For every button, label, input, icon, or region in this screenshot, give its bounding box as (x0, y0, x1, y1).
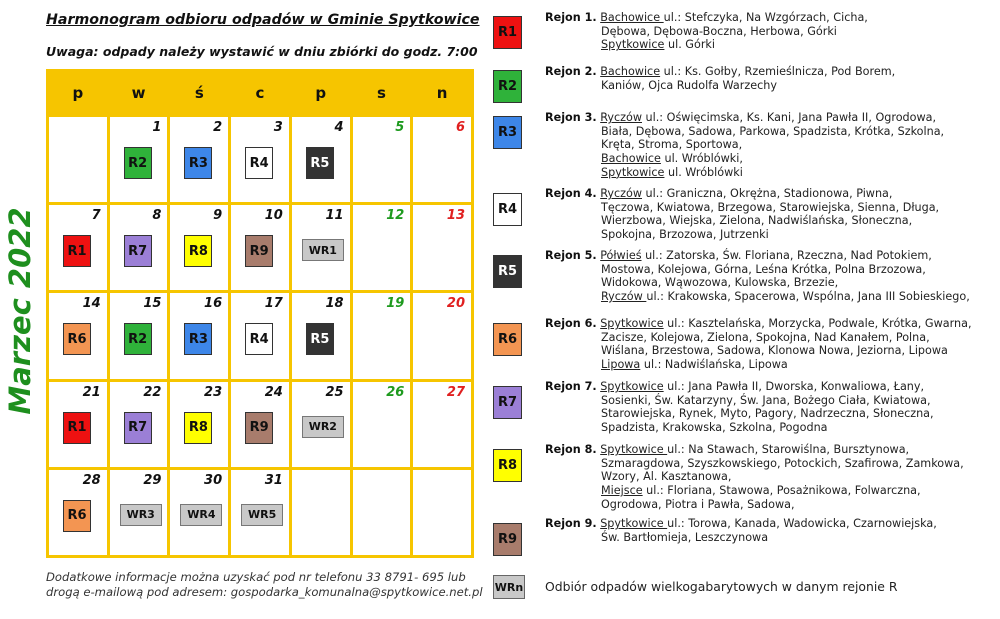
region-badge: R7 (124, 235, 152, 267)
legend-line (545, 138, 944, 152)
street-list: Mostowa, Kolejowa, Górna, Leśna Krótka, Polna Brzozowa, (601, 262, 926, 276)
street-list: ul. Górki (664, 38, 716, 52)
weekday-header: p (292, 72, 350, 114)
calendar-day-cell (353, 293, 411, 378)
legend-region-badge: R2 (493, 70, 522, 103)
calendar-grid (46, 69, 474, 558)
legend-line (545, 125, 944, 139)
legend-line (545, 498, 964, 512)
day-number: 10 (264, 208, 283, 224)
locality-name: Miejsce (601, 484, 643, 498)
legend-line (545, 11, 868, 25)
day-number: 24 (264, 384, 283, 400)
legend-region-label: Rejon 8. (545, 443, 597, 456)
day-number: 2 (213, 120, 223, 135)
locality-name: Ryczów (600, 111, 642, 124)
day-number: 1 (152, 120, 162, 135)
pickup-note: Uwaga: odpady należy wystawić w dniu zbiórki do godz. 7:00 (46, 44, 478, 59)
region-badge: R4 (245, 147, 273, 179)
region-badge: R9 (245, 412, 273, 444)
street-list: ul. Wróblówki, (660, 152, 743, 166)
legend-region-badge: R8 (493, 449, 522, 482)
locality-name: Spytkowice (600, 380, 664, 393)
legend-line (545, 201, 939, 215)
legend-line (545, 152, 944, 166)
street-list: ul.: Jana Pawła II, Dworska, Konwaliowa, Łany, (663, 380, 925, 393)
bulky-waste-badge: WR1 (302, 239, 344, 261)
street-list: Kaniów, Ojca Rudolfa Warzechy (601, 78, 777, 92)
calendar-day-cell (170, 382, 228, 467)
calendar-day-cell (110, 382, 168, 467)
page-title: Harmonogram odbioru odpadów w Gminie Spytkowice (46, 12, 480, 28)
calendar-day-cell (413, 117, 471, 202)
locality-name: Bachowice (600, 11, 664, 24)
day-number: 29 (143, 472, 162, 488)
legend-region-text (545, 443, 964, 512)
locality-name: Spytkowice (600, 443, 668, 456)
day-number: 4 (334, 120, 344, 135)
day-number: 14 (82, 296, 101, 312)
street-list: Wzory, Al. Kasztanowa, (601, 470, 732, 484)
region-badge: R3 (184, 147, 212, 179)
calendar-day-cell (231, 293, 289, 378)
region-badge: R1 (63, 235, 91, 267)
region-badge: R8 (184, 412, 212, 444)
day-number: 16 (204, 296, 223, 312)
wrn-legend-badge: WRn (493, 575, 525, 599)
locality-name: Ryczów (600, 187, 642, 200)
legend-line (545, 290, 970, 304)
legend-region-badge: R5 (493, 255, 522, 288)
street-list: Ogrodowa, Piotra i Pawła, Sadowa, (601, 497, 795, 511)
bulky-waste-badge: WR2 (302, 416, 344, 438)
legend-region-text (545, 11, 868, 52)
region-badge: R1 (63, 412, 91, 444)
contact-info (46, 570, 483, 599)
legend-region-text (545, 317, 972, 372)
legend-line (545, 517, 937, 531)
street-list: Zacisze, Kolejowa, Zielona, Spokojna, Nad Kanałem, Polna, (601, 330, 930, 344)
street-list: ul. Wróblówki (664, 165, 743, 179)
day-number: 28 (82, 472, 101, 488)
legend-line (545, 276, 970, 290)
calendar-day-cell (170, 205, 228, 290)
contact-line-1: Dodatkowe informacje można uzyskać pod nr telefonu 33 8791- 695 lub (46, 570, 466, 584)
calendar-day-cell (292, 470, 350, 555)
legend-region-text (545, 111, 944, 180)
street-list: Kręta, Stroma, Sportowa, (601, 138, 743, 152)
locality-name: Lipowa (601, 358, 641, 372)
street-list: Sosienki, Św. Katarzyny, Św. Jana, Bożego Ciała, Kwiatowa, (601, 393, 931, 407)
calendar-day-cell (170, 293, 228, 378)
day-number: 6 (455, 120, 465, 135)
day-number: 12 (386, 208, 405, 224)
legend-line (545, 317, 972, 331)
bulky-waste-badge: WR3 (120, 504, 162, 526)
day-number: 22 (143, 384, 162, 400)
weekday-header: n (413, 72, 471, 114)
legend-region-label: Rejon 9. (545, 517, 597, 530)
legend-region-text (545, 380, 934, 435)
calendar-day-cell (49, 470, 107, 555)
weekday-header: ś (170, 72, 228, 114)
locality-name: Spytkowice (601, 165, 665, 179)
street-list: ul.: Nadwiślańska, Lipowa (640, 358, 788, 372)
bulky-waste-badge: WR5 (241, 504, 283, 526)
calendar-day-cell (353, 117, 411, 202)
day-number: 15 (143, 296, 162, 312)
locality-name: Bachowice (601, 152, 661, 166)
region-badge: R7 (124, 412, 152, 444)
legend-line (545, 214, 939, 228)
legend-region-label: Rejon 3. (545, 111, 597, 124)
street-list: Dębowa, Dębowa-Boczna, Herbowa, Górki (601, 24, 837, 38)
calendar-day-cell (231, 470, 289, 555)
legend-line (545, 531, 937, 545)
calendar-day-cell (292, 117, 350, 202)
legend-region-badge: R9 (493, 523, 522, 556)
street-list: Spadzista, Krakowska, Szkolna, Pogodna (601, 421, 828, 435)
calendar-day-cell (110, 470, 168, 555)
legend-region-label: Rejon 4. (545, 187, 597, 200)
day-number: 13 (446, 208, 465, 224)
calendar-day-cell (413, 470, 471, 555)
calendar-day-cell (231, 117, 289, 202)
calendar-day-cell (292, 382, 350, 467)
legend-line (545, 65, 895, 79)
locality-name: Półwieś (600, 249, 642, 262)
calendar-day-cell (49, 117, 107, 202)
day-number: 27 (446, 384, 465, 400)
weekday-header: s (353, 72, 411, 114)
legend-line (545, 331, 972, 345)
day-number: 26 (386, 384, 405, 400)
legend-region-label: Rejon 1. (545, 11, 597, 24)
street-list: Starowiejska, Rynek, Myto, Pagory, Nadrzeczna, Słoneczna, (601, 407, 934, 421)
street-list: Widokowa, Wąwozowa, Kulowska, Brzezie, (601, 276, 839, 290)
weekday-header: p (49, 72, 107, 114)
region-badge: R4 (245, 323, 273, 355)
region-badge: R9 (245, 235, 273, 267)
calendar-day-cell (413, 293, 471, 378)
legend-line (545, 484, 964, 498)
calendar-day-cell (231, 205, 289, 290)
street-list: ul.: Kasztelańska, Morzycka, Podwale, Krótka, Gwarna, (663, 317, 972, 330)
legend-line (545, 344, 972, 358)
street-list: ul.: Ks. Gołby, Rzemieślnicza, Pod Borem, (660, 65, 896, 78)
street-list: ul.: Floriana, Stawowa, Posażnikowa, Folwarczna, (642, 484, 921, 498)
legend-line (545, 25, 868, 39)
day-number: 7 (91, 208, 101, 224)
locality-name: Spytkowice (601, 38, 665, 52)
region-badge: R6 (63, 500, 91, 532)
day-number: 30 (204, 472, 223, 488)
calendar-day-cell (49, 293, 107, 378)
locality-name: Spytkowice (600, 317, 664, 330)
legend-region-badge: R1 (493, 16, 522, 49)
legend-region-label: Rejon 6. (545, 317, 597, 330)
calendar-day-cell (353, 382, 411, 467)
legend-line (545, 421, 934, 435)
calendar-day-cell (353, 205, 411, 290)
locality-name: Ryczów (601, 290, 647, 304)
calendar-day-cell (353, 470, 411, 555)
legend-region-text (545, 65, 895, 92)
day-number: 8 (152, 208, 162, 224)
legend-region-badge: R4 (493, 193, 522, 226)
region-badge: R5 (306, 147, 334, 179)
contact-line-2: drogą e-mailową pod adresem: gospodarka_komunalna@spytkowice.net.pl (46, 584, 483, 599)
calendar-day-cell (49, 382, 107, 467)
calendar-day-cell (110, 293, 168, 378)
locality-name: Bachowice (600, 65, 661, 78)
street-list: ul.: Na Stawach, Starowiślna, Bursztynowa, (667, 443, 910, 456)
legend-region-badge: R7 (493, 386, 522, 419)
wrn-legend-text: Odbiór odpadów wielkogabarytowych w danym rejonie R (545, 579, 898, 594)
region-badge: R2 (124, 147, 152, 179)
day-number: 25 (325, 384, 344, 400)
street-list: Biała, Dębowa, Sadowa, Parkowa, Spadzista, Krótka, Szkolna, (601, 124, 945, 138)
legend-region-text (545, 187, 939, 242)
street-list: Św. Bartłomieja, Leszczynowa (601, 530, 769, 544)
calendar-day-cell (49, 205, 107, 290)
region-badge: R3 (184, 323, 212, 355)
legend-region-text (545, 517, 937, 544)
street-list: ul.: Graniczna, Okrężna, Stadionowa, Piwna, (642, 187, 893, 200)
legend-line (545, 443, 964, 457)
street-list: ul.: Krakowska, Spacerowa, Wspólna, Jana III Sobieskiego, (646, 290, 970, 304)
weekday-header: w (110, 72, 168, 114)
weekday-header: c (231, 72, 289, 114)
legend-region-badge: R3 (493, 116, 522, 149)
calendar-day-cell (292, 293, 350, 378)
day-number: 19 (386, 296, 405, 312)
calendar-day-cell (413, 382, 471, 467)
legend-line (545, 187, 939, 201)
calendar-day-cell (170, 470, 228, 555)
legend-line (545, 380, 934, 394)
legend-region-badge: R6 (493, 323, 522, 356)
day-number: 23 (204, 384, 223, 400)
street-list: Wierzbowa, Wiejska, Zielona, Nadwiślańska, Słoneczna, (601, 214, 913, 228)
legend-region-label: Rejon 7. (545, 380, 597, 393)
legend-line (545, 249, 970, 263)
day-number: 11 (325, 208, 344, 224)
legend-line (545, 394, 934, 408)
calendar-day-cell (110, 205, 168, 290)
calendar-day-cell (231, 382, 289, 467)
month-label: Marzec 2022 (3, 207, 37, 415)
legend-line (545, 263, 970, 277)
day-number: 18 (325, 296, 344, 312)
region-badge: R5 (306, 323, 334, 355)
legend-region-label: Rejon 2. (545, 65, 597, 78)
legend-line (545, 166, 944, 180)
legend-line (545, 111, 944, 125)
legend-line (545, 457, 964, 471)
day-number: 21 (82, 384, 101, 400)
calendar-day-cell (413, 205, 471, 290)
legend-region-label: Rejon 5. (545, 249, 597, 262)
street-list: Szmaragdowa, Szyszkowskiego, Potockich, Szafirowa, Zamkowa, (601, 456, 964, 470)
street-list: Spokojna, Brzozowa, Jutrzenki (601, 228, 769, 242)
bulky-waste-badge: WR4 (180, 504, 222, 526)
day-number: 3 (273, 120, 283, 135)
street-list: Tęczowa, Kwiatowa, Brzegowa, Starowiejska, Sienna, Długa, (601, 200, 940, 214)
day-number: 20 (446, 296, 465, 312)
legend-line (545, 358, 972, 372)
street-list: ul.: Stefczyka, Na Wzgórzach, Cicha, (663, 11, 868, 24)
region-badge: R8 (184, 235, 212, 267)
day-number: 5 (395, 120, 405, 135)
legend-line (545, 38, 868, 52)
region-badge: R2 (124, 323, 152, 355)
day-number: 31 (264, 472, 283, 488)
legend-line (545, 407, 934, 421)
region-badge: R6 (63, 323, 91, 355)
locality-name: Spytkowice (600, 517, 668, 530)
street-list: Wiślana, Brzestowa, Sadowa, Klonowa Nowa, Jeziorna, Lipowa (601, 344, 948, 358)
day-number: 9 (213, 208, 223, 224)
legend-line (545, 79, 895, 93)
calendar-day-cell (292, 205, 350, 290)
street-list: ul.: Zatorska, Św. Floriana, Rzeczna, Nad Potokiem, (641, 249, 932, 262)
day-number: 17 (264, 296, 283, 312)
calendar-day-cell (110, 117, 168, 202)
calendar-day-cell (170, 117, 228, 202)
street-list: ul.: Oświęcimska, Ks. Kani, Jana Pawła II, Ogrodowa, (642, 111, 937, 124)
legend-region-text (545, 249, 970, 304)
street-list: ul.: Torowa, Kanada, Wadowicka, Czarnowiejska, (667, 517, 937, 530)
legend-line (545, 470, 964, 484)
legend-line (545, 228, 939, 242)
